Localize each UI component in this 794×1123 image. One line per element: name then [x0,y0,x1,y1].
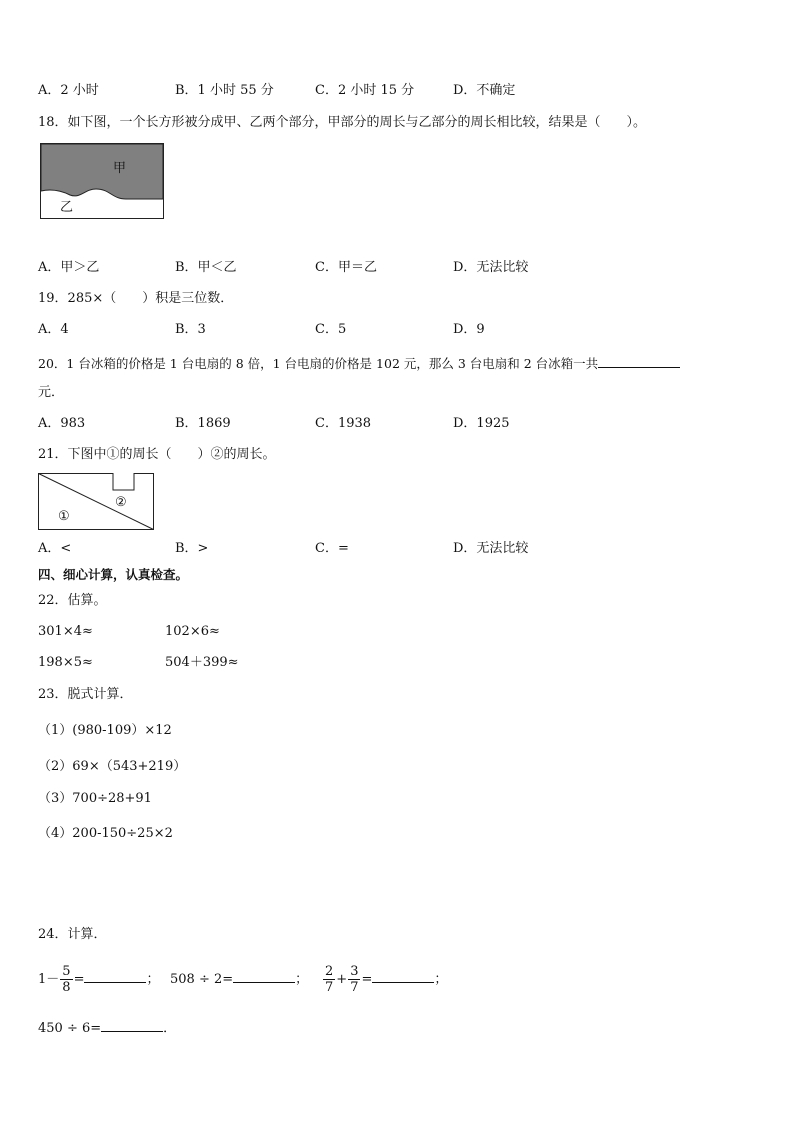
q23-item-4: （4）200-150÷25×2 [38,826,173,841]
q18-option-d: D．无法比较 [453,260,529,275]
q24-answer-3[interactable] [372,968,434,983]
q18-option-b: B．甲＜乙 [175,260,237,275]
q21-stem: 21．下图中①的周长（ ）②的周长。 [38,447,276,462]
q24-fraction-3-7: $\frac{3}{7}$ [350,964,359,995]
q17-option-a: A．2 小时 [38,83,99,98]
q24-item1-prefix: 1－ [38,972,60,987]
q21-option-b: B．> [175,541,209,556]
q21-label-2: ② [115,495,127,510]
q17-option-d: D．不确定 [453,83,516,98]
q24-item-3: $\frac{2}{7}$ + $\frac{3}{7}$ = ； [325,964,448,995]
q23-item-1: （1）(980-109）×12 [38,723,172,738]
q18-stem: 18．如下图，一个长方形被分成甲、乙两个部分，甲部分的周长与乙部分的周长相比较，结果是（ ）。 [38,115,647,130]
q20-option-b: B．1869 [175,416,231,431]
q17-option-b: B．1 小时 55 分 [175,83,274,98]
q19-option-d: D．9 [453,322,485,337]
q22-stem: 22．估算。 [38,593,107,608]
q24-answer-2[interactable] [233,968,295,983]
q20-option-d: D．1925 [453,416,510,431]
q22-item-4: 504＋399≈ [165,655,239,670]
q21-option-d: D．无法比较 [453,541,529,556]
q22-item-3: 198×5≈ [38,655,93,670]
q21-option-c: C．= [315,541,349,556]
q24-fraction-5-8: $\frac{5}{8}$ [62,964,71,995]
q21-option-a: A．< [38,541,72,556]
q19-option-b: B．3 [175,322,206,337]
q20-option-a: A．983 [38,416,86,431]
q24-item-2: 508 ÷ 2= ； [170,960,308,1000]
q24-answer-4[interactable] [101,1017,163,1032]
q24-row-1: 1－ $\frac{5}{8}$ = ； [38,964,160,995]
q20-stem-line [38,353,680,373]
section-4-title: 四、细心计算，认真检查。 [38,567,189,582]
q22-item-2: 102×6≈ [165,624,220,639]
q18-option-c: C．甲＝乙 [315,260,377,275]
q18-label-yi: 乙 [60,200,74,215]
q24-fraction-2-7: $\frac{2}{7}$ [325,964,334,995]
q19-option-c: C．5 [315,322,347,337]
q23-item-3: （3）700÷28+91 [38,791,152,806]
q20-stem-end: 元． [38,385,65,400]
q24-stem: 24．计算． [38,927,107,942]
q17-option-c: C．2 小时 15 分 [315,83,415,98]
q24-item-4: 450 ÷ 6= ． [38,1017,176,1038]
q23-stem: 23．脱式计算． [38,687,133,702]
q20-answer-blank[interactable] [598,353,680,368]
q24-answer-1[interactable] [84,968,146,983]
q19-option-a: A．4 [38,322,69,337]
q23-item-2: （2）69×（543+219） [38,759,187,774]
q20-option-c: C．1938 [315,416,372,431]
q21-figure [38,473,155,531]
q18-option-a: A．甲＞乙 [38,260,100,275]
q21-label-1: ① [58,509,70,524]
q18-label-jia: 甲 [113,161,127,176]
q20-stem: 20．1 台冰箱的价格是 1 台电扇的 8 倍，1 台电扇的价格是 102 元，那么 3 台电扇和 2 台冰箱一共 [38,356,599,371]
q18-figure [40,143,165,220]
q19-stem: 19．285×（ ）积是三位数． [38,291,234,306]
q22-item-1: 301×4≈ [38,624,93,639]
